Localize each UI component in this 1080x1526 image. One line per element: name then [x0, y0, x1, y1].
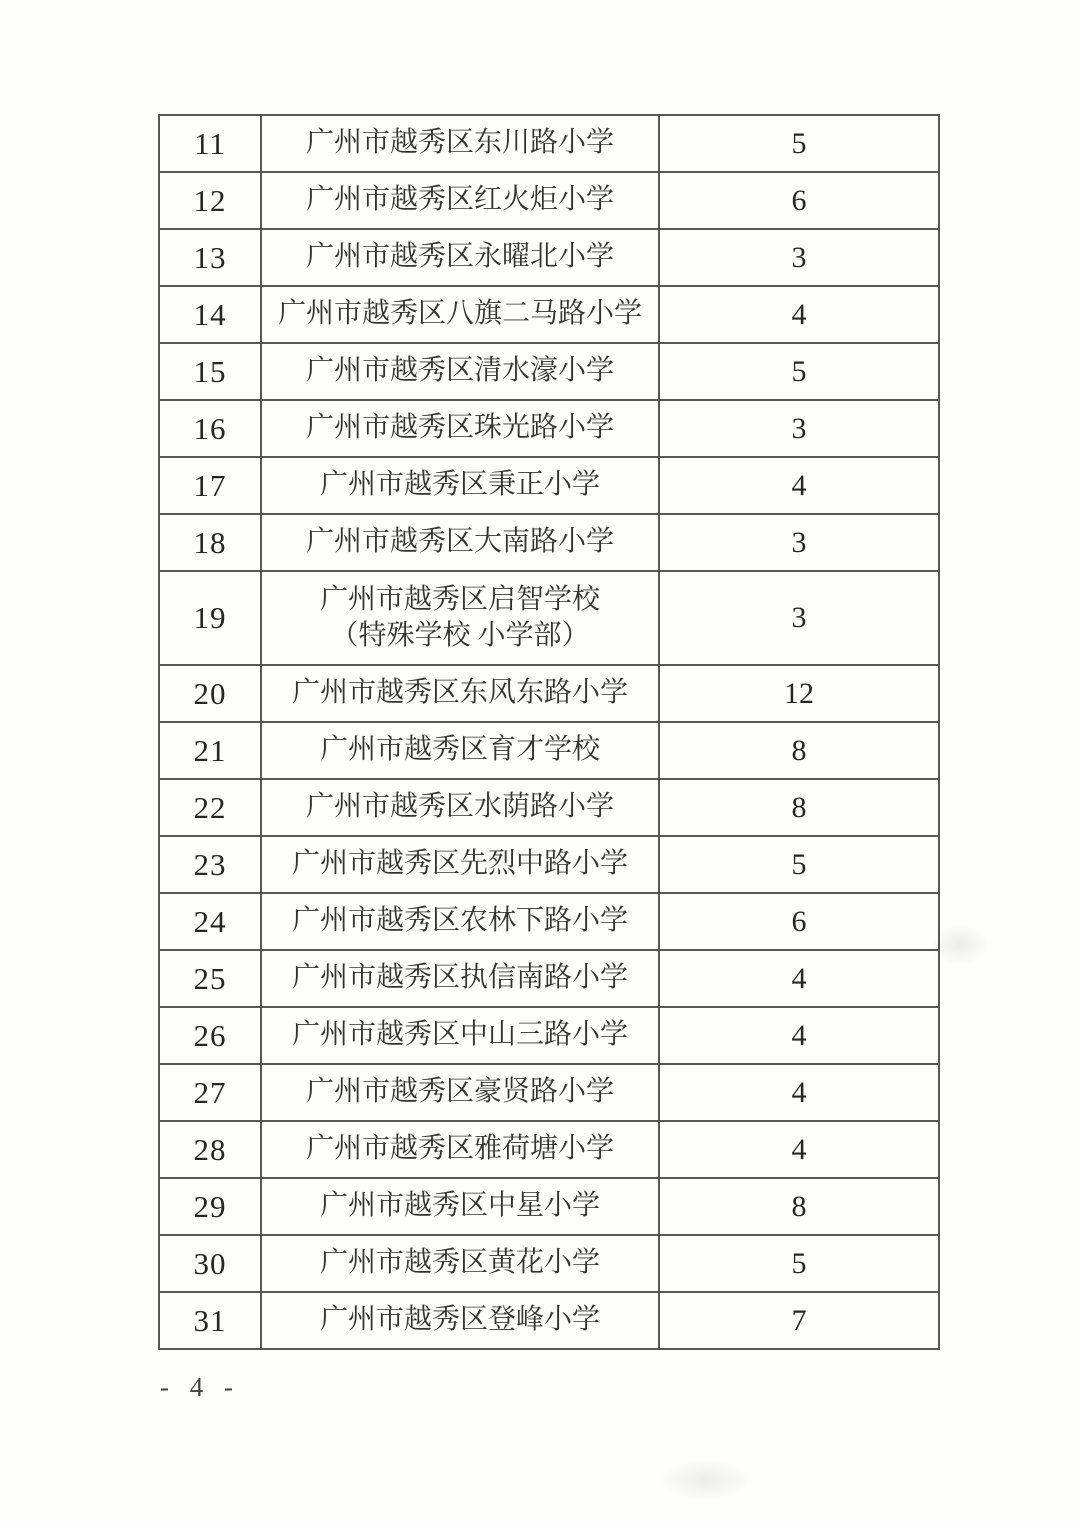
table-row	[159, 286, 939, 343]
allocation-count: 5	[659, 836, 939, 893]
school-name	[261, 400, 659, 457]
school-name	[261, 457, 659, 514]
table-row	[159, 514, 939, 571]
row-index: 16	[159, 400, 261, 457]
table-row	[159, 172, 939, 229]
row-index: 15	[159, 343, 261, 400]
table-row	[159, 1292, 939, 1349]
school-name-line1: 广州市越秀区育才学校	[319, 734, 600, 766]
school-name-line1: 广州市越秀区东川路小学	[305, 127, 614, 159]
row-index: 13	[159, 229, 261, 286]
school-name	[261, 893, 659, 950]
school-name-line1: 广州市越秀区红火炬小学	[305, 184, 614, 216]
school-name-line1: 广州市越秀区大南路小学	[305, 526, 614, 558]
school-name-line1: 广州市越秀区清水濠小学	[305, 355, 614, 387]
school-name-line1: 广州市越秀区豪贤路小学	[305, 1076, 614, 1108]
allocation-count: 4	[659, 1064, 939, 1121]
allocation-count: 7	[659, 1292, 939, 1349]
allocation-count: 3	[659, 514, 939, 571]
school-allocation-table	[158, 114, 940, 1350]
table-row	[159, 343, 939, 400]
school-name-line1: 广州市越秀区先烈中路小学	[291, 848, 628, 880]
table-row	[159, 893, 939, 950]
scan-smudge	[660, 1460, 750, 1500]
row-index: 12	[159, 172, 261, 229]
allocation-count: 5	[659, 115, 939, 172]
school-name	[261, 343, 659, 400]
row-index: 31	[159, 1292, 261, 1349]
allocation-count: 3	[659, 571, 939, 665]
school-name-line1: 广州市越秀区秉正小学	[319, 469, 600, 501]
allocation-count: 8	[659, 779, 939, 836]
school-name-line1: 广州市越秀区水荫路小学	[305, 791, 614, 823]
school-name-line1: 广州市越秀区执信南路小学	[291, 962, 628, 994]
table-row	[159, 1235, 939, 1292]
row-index: 30	[159, 1235, 261, 1292]
school-name	[261, 1235, 659, 1292]
school-name-line1: 广州市越秀区雅荷塘小学	[305, 1133, 614, 1165]
school-table-body	[159, 115, 939, 1349]
school-name-line1: 广州市越秀区东风东路小学	[291, 677, 628, 709]
row-index: 20	[159, 665, 261, 722]
allocation-count: 4	[659, 286, 939, 343]
school-name	[261, 1121, 659, 1178]
allocation-count: 4	[659, 1007, 939, 1064]
table-row	[159, 1178, 939, 1235]
table-row	[159, 950, 939, 1007]
table-row	[159, 1007, 939, 1064]
school-name	[261, 1007, 659, 1064]
allocation-count: 8	[659, 1178, 939, 1235]
allocation-count: 12	[659, 665, 939, 722]
row-index: 25	[159, 950, 261, 1007]
school-name	[261, 779, 659, 836]
school-name	[261, 514, 659, 571]
table-row	[159, 229, 939, 286]
table-row	[159, 400, 939, 457]
table-row	[159, 115, 939, 172]
page-number: - 4 -	[160, 1372, 240, 1402]
table-row	[159, 457, 939, 514]
allocation-count: 6	[659, 893, 939, 950]
allocation-count: 4	[659, 950, 939, 1007]
school-name	[261, 836, 659, 893]
school-name	[261, 722, 659, 779]
allocation-count: 4	[659, 1121, 939, 1178]
table-row	[159, 779, 939, 836]
school-name-line1: 广州市越秀区中山三路小学	[291, 1019, 628, 1051]
school-name	[261, 571, 659, 665]
table-row	[159, 1064, 939, 1121]
school-name-line1: 广州市越秀区永曜北小学	[305, 241, 614, 273]
table-row	[159, 722, 939, 779]
allocation-count: 6	[659, 172, 939, 229]
table-row	[159, 665, 939, 722]
row-index: 21	[159, 722, 261, 779]
row-index: 19	[159, 571, 261, 665]
school-name	[261, 665, 659, 722]
school-name	[261, 1292, 659, 1349]
school-name	[261, 1064, 659, 1121]
allocation-count: 3	[659, 400, 939, 457]
school-name-line1: 广州市越秀区黄花小学	[319, 1247, 600, 1279]
row-index: 26	[159, 1007, 261, 1064]
row-index: 17	[159, 457, 261, 514]
row-index: 22	[159, 779, 261, 836]
school-name	[261, 115, 659, 172]
row-index: 24	[159, 893, 261, 950]
school-name-line1: 广州市越秀区中星小学	[319, 1190, 600, 1222]
school-name-line2: （特殊学校 小学部）	[330, 620, 590, 651]
row-index: 11	[159, 115, 261, 172]
allocation-count: 4	[659, 457, 939, 514]
row-index: 23	[159, 836, 261, 893]
school-name-line1: 广州市越秀区启智学校	[319, 583, 600, 615]
school-name	[261, 172, 659, 229]
allocation-count: 5	[659, 1235, 939, 1292]
school-name	[261, 950, 659, 1007]
school-name-line1: 广州市越秀区八旗二马路小学	[277, 298, 642, 330]
school-name	[261, 1178, 659, 1235]
table-row	[159, 571, 939, 665]
row-index: 14	[159, 286, 261, 343]
table-row	[159, 1121, 939, 1178]
school-name	[261, 286, 659, 343]
school-name-line1: 广州市越秀区农林下路小学	[291, 905, 628, 937]
allocation-count: 3	[659, 229, 939, 286]
school-name	[261, 229, 659, 286]
school-name-line1: 广州市越秀区珠光路小学	[305, 412, 614, 444]
table-row	[159, 836, 939, 893]
allocation-count: 8	[659, 722, 939, 779]
row-index: 27	[159, 1064, 261, 1121]
school-name-line1: 广州市越秀区登峰小学	[319, 1304, 600, 1336]
allocation-count: 5	[659, 343, 939, 400]
row-index: 28	[159, 1121, 261, 1178]
row-index: 29	[159, 1178, 261, 1235]
row-index: 18	[159, 514, 261, 571]
